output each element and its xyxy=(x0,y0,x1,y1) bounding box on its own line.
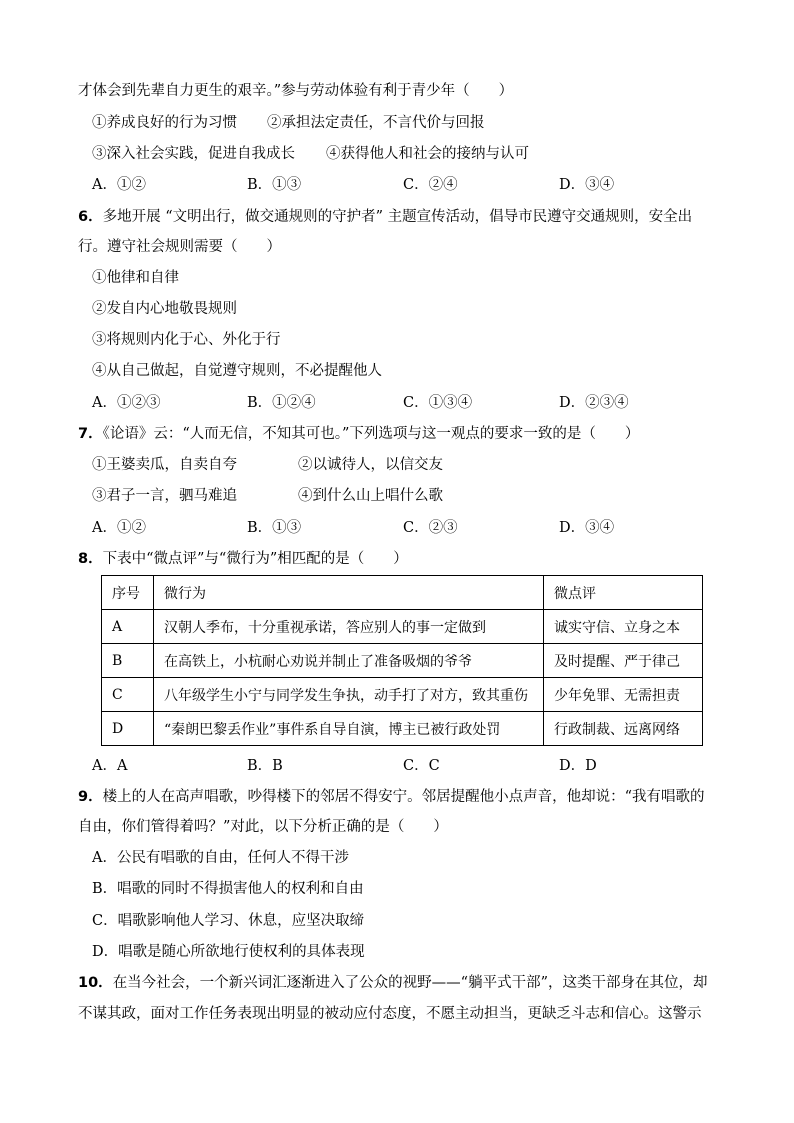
q8-option-d[interactable]: D．D xyxy=(559,758,597,774)
q5-item-1: ①养成良好的行为习惯 xyxy=(92,115,237,131)
q8-stem xyxy=(78,549,408,569)
q7-option-a[interactable]: A．①② xyxy=(92,520,146,536)
q8-stem-text: 下表中“微点评”与“微行为”相匹配的是（ ） xyxy=(102,551,408,567)
q8-option-b[interactable]: B．B xyxy=(247,758,283,774)
q10-stem-text1: 在当今社会，一个新兴词汇逐渐进入了公众的视野——“躺平式干部”，这类干部身在其位，却 xyxy=(112,975,708,991)
q7-option-b[interactable]: B．①③ xyxy=(247,520,302,536)
table-cell: D xyxy=(102,712,154,746)
q6-option-b[interactable]: B．①②④ xyxy=(247,395,316,411)
q6-item-3: ③将规则内化于心、外化于行 xyxy=(92,332,281,348)
table-cell: 汉朝人季布，十分重视承诺，答应别人的事一定做到 xyxy=(154,610,544,644)
q7-option-d[interactable]: D．③④ xyxy=(559,520,615,536)
table-header-cell: 序号 xyxy=(102,576,154,610)
q7-item-2: ②以诚待人，以信交友 xyxy=(298,457,443,473)
q7-item-3: ③君子一言，驷马难追 xyxy=(92,488,237,504)
q5-option-c[interactable]: C．②④ xyxy=(403,177,458,193)
q9-option-b[interactable]: B．唱歌的同时不得损害他人的权利和自由 xyxy=(92,881,364,897)
q8-number: 8． xyxy=(78,551,103,567)
q5-option-a[interactable]: A．①② xyxy=(92,177,146,193)
q6-item-2: ②发自内心地敬畏规则 xyxy=(92,301,237,317)
q8-option-a[interactable]: A．A xyxy=(92,758,128,774)
q5-item-3: ③深入社会实践，促进自我成长 xyxy=(92,146,295,162)
q9-stem-line1 xyxy=(78,787,705,807)
q6-option-a[interactable]: A．①②③ xyxy=(92,395,161,411)
table-row xyxy=(102,712,703,746)
table-cell: 少年免罪、无需担责 xyxy=(544,678,703,712)
q7-number: 7． xyxy=(78,426,103,442)
q6-stem-text1: 多地开展 “文明出行，做交通规则的守护者” 主题宣传活动，倡导市民遵守交通规则，安全出 xyxy=(102,209,693,225)
table-cell: A xyxy=(102,610,154,644)
table-header-cell: 微行为 xyxy=(154,576,544,610)
q9-option-c[interactable]: C．唱歌影响他人学习、休息，应坚决取缔 xyxy=(92,913,365,929)
q9-option-a[interactable]: A．公民有唱歌的自由，任何人不得干涉 xyxy=(92,850,349,866)
q9-number: 9． xyxy=(78,789,103,805)
q6-item-1: ①他律和自律 xyxy=(92,270,179,286)
q5-option-d[interactable]: D．③④ xyxy=(559,177,615,193)
table-row xyxy=(102,644,703,678)
q8-option-c[interactable]: C．C xyxy=(403,758,440,774)
table-header-cell: 微点评 xyxy=(544,576,703,610)
q6-stem-line1 xyxy=(78,207,692,227)
q6-number: 6． xyxy=(78,209,103,225)
q5-option-b[interactable]: B．①③ xyxy=(247,177,302,193)
q7-stem xyxy=(78,424,639,444)
q7-option-c[interactable]: C．②③ xyxy=(403,520,458,536)
q9-stem-text1: 楼上的人在高声唱歌，吵得楼下的邻居不得安宁。邻居提醒他小点声音，他却说：“我有唱歌的 xyxy=(102,789,705,805)
q9-option-d[interactable]: D．唱歌是随心所欲地行使权利的具体表现 xyxy=(92,944,365,960)
q7-stem-text: 《论语》云：“人而无信，不知其可也。”下列选项与这一观点的要求一致的是（ ） xyxy=(102,426,640,442)
q10-number: 10． xyxy=(78,975,113,991)
table-row xyxy=(102,678,703,712)
table-cell: 诚实守信、立身之本 xyxy=(544,610,703,644)
table-cell: 行政制裁、远离网络 xyxy=(544,712,703,746)
q9-stem-line2: 自由，你们管得着吗？”对此，以下分析正确的是（ ） xyxy=(78,819,448,835)
q7-item-1: ①王婆卖瓜，自卖自夸 xyxy=(92,457,237,473)
table-cell: C xyxy=(102,678,154,712)
q6-stem-line2: 行。遵守社会规则需要（ ） xyxy=(78,239,281,255)
table-cell: 在高铁上，小杭耐心劝说并制止了准备吸烟的爷爷 xyxy=(154,644,544,678)
q7-item-4: ④到什么山上唱什么歌 xyxy=(298,488,443,504)
q5-stem: 才体会到先辈自力更生的艰辛。”参与劳动体验有利于青少年（ ） xyxy=(78,83,514,99)
table-cell: “秦朗巴黎丢作业”事件系自导自演，博主已被行政处罚 xyxy=(154,712,544,746)
table-cell: 八年级学生小宁与同学发生争执，动手打了对方，致其重伤 xyxy=(154,678,544,712)
table-cell: B xyxy=(102,644,154,678)
table-header-row xyxy=(102,576,703,610)
q5-item-4: ④获得他人和社会的接纳与认可 xyxy=(326,146,529,162)
q5-item-2: ②承担法定责任，不言代价与回报 xyxy=(267,115,485,131)
q6-item-4: ④从自己做起，自觉遵守规则，不必提醒他人 xyxy=(92,363,382,379)
q8-table xyxy=(101,575,703,746)
q6-option-d[interactable]: D．②③④ xyxy=(559,395,629,411)
q10-stem-line2: 不谋其政，面对工作任务表现出明显的被动应付态度，不愿主动担当，更缺乏斗志和信心。这警示 xyxy=(78,1006,702,1022)
q6-option-c[interactable]: C．①③④ xyxy=(403,395,473,411)
q10-stem-line1 xyxy=(78,973,708,993)
table-row xyxy=(102,610,703,644)
table-cell: 及时提醒、严于律己 xyxy=(544,644,703,678)
